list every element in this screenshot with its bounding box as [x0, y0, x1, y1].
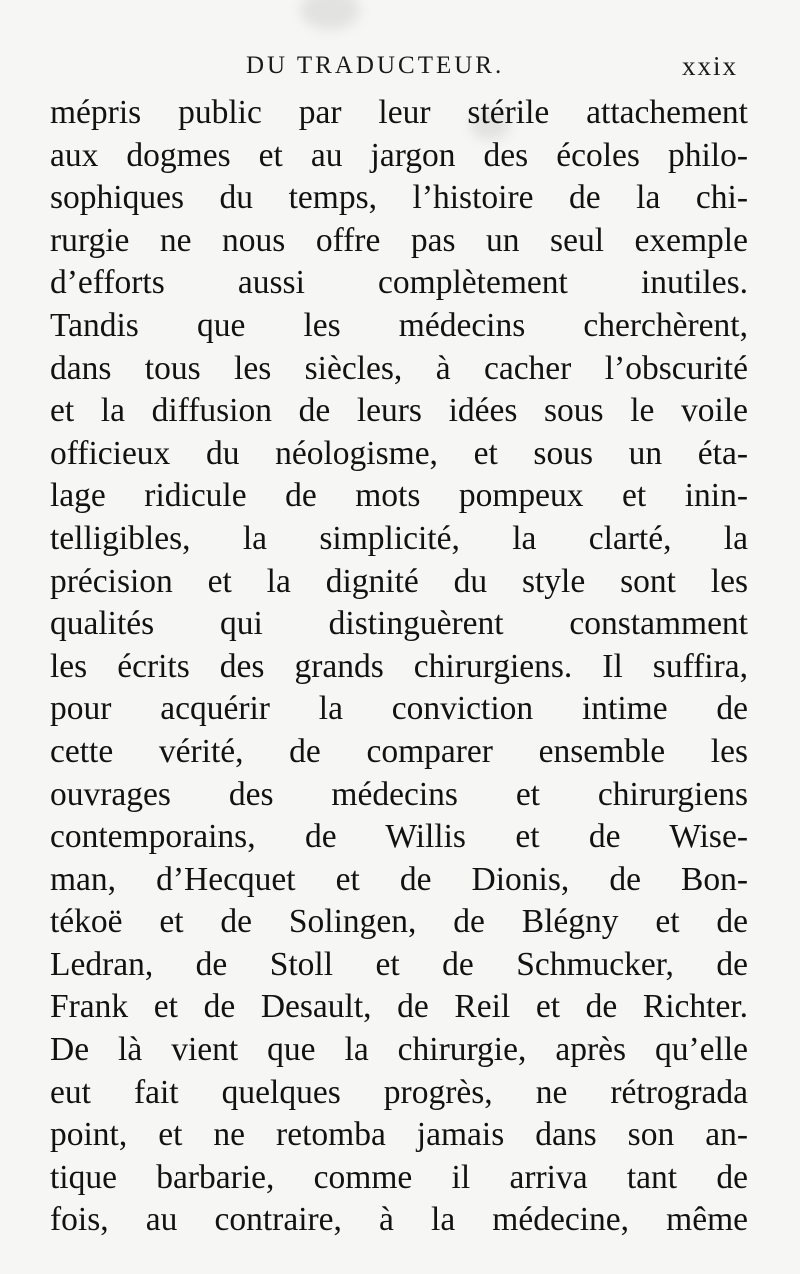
text-line: fois, au contraire, à la médecine, même: [50, 1201, 748, 1239]
text-line: mépris public par leur stérile attachement: [50, 94, 748, 131]
text-line: telligibles, la simplicité, la clarté, la: [50, 519, 748, 557]
text-line: d’efforts aussi complètement inutiles.: [50, 264, 748, 302]
text-line: précision et la dignité du style sont les: [50, 562, 748, 600]
text-line: les écrits des grands chirurgiens. Il suffira,: [50, 647, 748, 685]
text-line: eut fait quelques progrès, ne rétrograda: [50, 1073, 748, 1111]
paper-stain: [300, 0, 360, 30]
running-title: DU TRADUCTEUR.: [246, 52, 505, 79]
text-line: Ledran, de Stoll et de Schmucker, de: [50, 945, 748, 983]
text-line: tékoë et de Solingen, de Blégny et de: [50, 903, 748, 941]
text-line: pour acquérir la conviction intime de: [50, 690, 748, 728]
page-number: xxix: [681, 51, 738, 81]
text-line: contemporains, de Willis et de Wise-: [50, 818, 748, 856]
text-line: rurgie ne nous offre pas un seul exemple: [50, 221, 748, 259]
text-line: ouvrages des médecins et chirurgiens: [50, 775, 748, 813]
text-line: Tandis que les médecins cherchèrent,: [50, 306, 748, 344]
text-line: lage ridicule de mots pompeux et inin-: [50, 477, 748, 515]
body-text: [50, 92, 748, 1242]
text-line: point, et ne retomba jamais dans son an-: [50, 1116, 748, 1154]
text-line: cette vérité, de comparer ensemble les: [50, 732, 748, 770]
text-line: tique barbarie, comme il arriva tant de: [50, 1158, 748, 1196]
text-line: sophiques du temps, l’histoire de la chi-: [50, 179, 748, 217]
text-line: officieux du néologisme, et sous un éta-: [50, 434, 748, 472]
text-line: dans tous les siècles, à cacher l’obscurité: [50, 349, 748, 387]
running-head: [50, 46, 740, 86]
text-line: Frank et de Desault, de Reil et de Richter.: [50, 988, 748, 1026]
text-line: et la diffusion de leurs idées sous le voile: [50, 392, 748, 430]
text-line: man, d’Hecquet et de Dionis, de Bon-: [50, 860, 748, 898]
text-line: aux dogmes et au jargon des écoles philo-: [50, 136, 748, 174]
text-line: qualités qui distinguèrent constamment: [50, 605, 748, 643]
text-line: De là vient que la chirurgie, après qu’elle: [50, 1031, 748, 1069]
